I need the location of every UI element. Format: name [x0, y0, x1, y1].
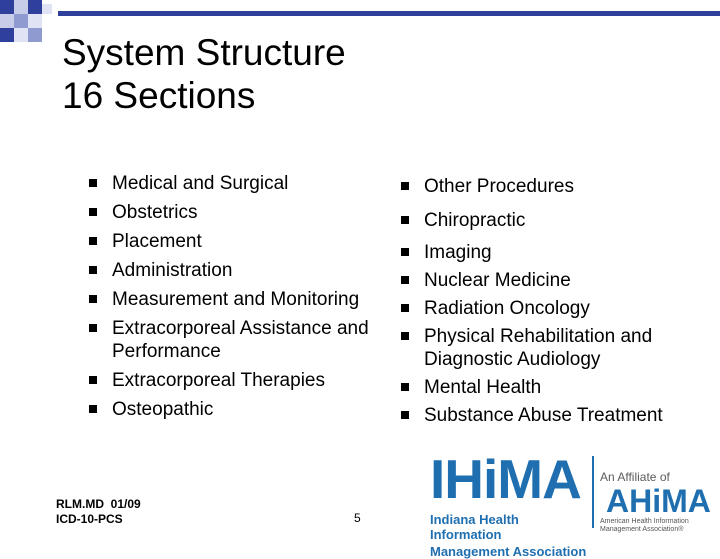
square-bullet-icon: [89, 324, 97, 332]
ihima-logo: [430, 448, 588, 559]
ihima-name-line-1: Indiana Health Information: [430, 512, 519, 542]
ahima-wordmark: AHiMA: [606, 483, 711, 519]
left-section-list: [86, 172, 386, 427]
square-bullet-icon: [401, 276, 409, 284]
list-item: Other Procedures: [398, 175, 708, 198]
list-item: Extracorporeal Assistance and Performance: [86, 317, 386, 363]
footer-line-1: RLM.MD 01/09: [56, 497, 141, 511]
square-bullet-icon: [401, 248, 409, 256]
list-item: Measurement and Monitoring: [86, 288, 386, 311]
list-item: Administration: [86, 259, 386, 282]
square-bullet-icon: [401, 304, 409, 312]
page-number: 5: [354, 511, 361, 525]
footer-line-2: ICD-10-PCS: [56, 512, 123, 526]
footer-info: [56, 497, 141, 527]
square-bullet-icon: [89, 376, 97, 384]
square-bullet-icon: [89, 208, 97, 216]
square-bullet-icon: [401, 332, 409, 340]
ahima-full-name: American Health Information Management Association®: [600, 518, 689, 533]
affiliate-text: An Affiliate of: [600, 470, 670, 484]
logo-divider: [592, 456, 594, 528]
right-section-list: [398, 175, 708, 432]
square-bullet-icon: [89, 405, 97, 413]
square-bullet-icon: [89, 266, 97, 274]
ihima-name-line-2: Management Association: [430, 544, 587, 559]
header-accent-bar: [58, 11, 720, 16]
list-item: Obstetrics: [86, 201, 386, 224]
list-item: Substance Abuse Treatment: [398, 404, 708, 427]
list-item: Physical Rehabilitation and Diagnostic Audiology: [398, 325, 708, 371]
square-bullet-icon: [89, 237, 97, 245]
title-line-1: System Structure: [62, 32, 346, 73]
square-bullet-icon: [401, 383, 409, 391]
square-bullet-icon: [401, 411, 409, 419]
list-item: Imaging: [398, 241, 708, 264]
list-item: Nuclear Medicine: [398, 269, 708, 292]
title-line-2: 16 Sections: [62, 75, 256, 116]
ahima-logo: [600, 470, 718, 534]
list-item: Mental Health: [398, 376, 708, 399]
list-item: Osteopathic: [86, 398, 386, 421]
slide-title: [62, 31, 346, 117]
list-item: Extracorporeal Therapies: [86, 369, 386, 392]
square-bullet-icon: [89, 179, 97, 187]
list-item: Medical and Surgical: [86, 172, 386, 195]
list-item: Placement: [86, 230, 386, 253]
square-bullet-icon: [401, 182, 409, 190]
ihima-wordmark: IHiMA: [430, 448, 581, 510]
list-item: Radiation Oncology: [398, 297, 708, 320]
list-item: Chiropractic: [398, 209, 708, 232]
square-bullet-icon: [89, 295, 97, 303]
square-bullet-icon: [401, 216, 409, 224]
